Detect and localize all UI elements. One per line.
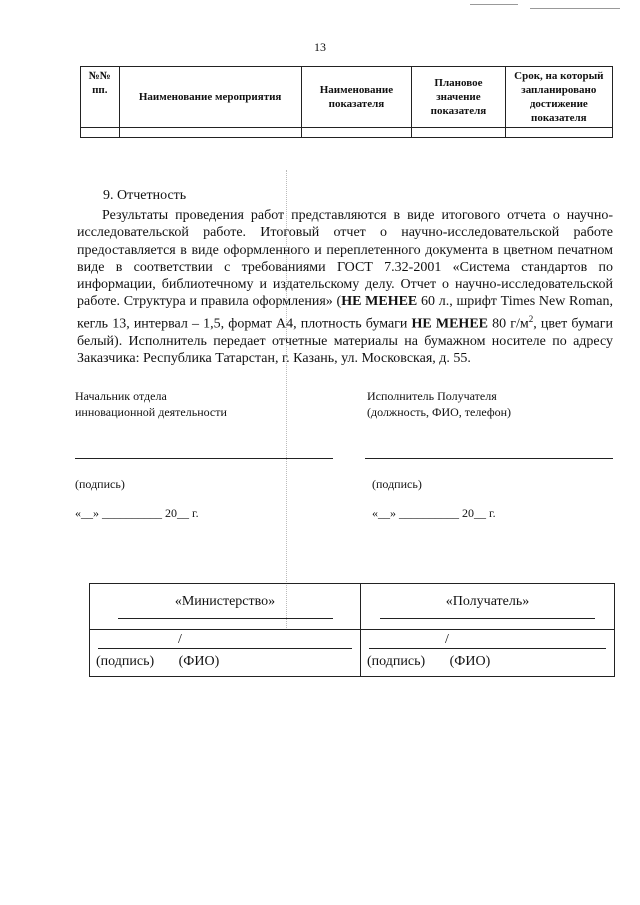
right-title-line: (должность, ФИО, телефон) — [367, 405, 512, 419]
recipient-sign-cell — [361, 630, 615, 677]
right-signatory-title — [367, 388, 511, 420]
ministry-sign-caption: (подпись) (ФИО) — [96, 654, 220, 669]
table-cell — [301, 128, 412, 138]
ministry-label: «Министерство» — [174, 594, 276, 609]
column-header-activity: Наименование мероприятия — [119, 67, 301, 128]
table-row — [81, 128, 613, 138]
report-emphasis: НЕ МЕНЕЕ — [411, 316, 488, 332]
column-header-planned-value: Плановое значение показателя — [412, 67, 505, 128]
approval-table — [89, 583, 615, 677]
right-signature-line — [365, 458, 613, 459]
left-title-line: Начальник отдела — [75, 389, 167, 403]
table-cell — [412, 128, 505, 138]
left-title-line: инновационной деятельности — [75, 405, 227, 419]
left-date: «__» __________ 20__ г. — [75, 506, 199, 520]
recipient-label: «Получатель» — [445, 594, 530, 609]
table-row — [90, 630, 615, 677]
recipient-sign-caption: (подпись) (ФИО) — [367, 654, 491, 669]
indicators-table — [80, 66, 613, 138]
column-header-indicator: Наименование показателя — [301, 67, 412, 128]
report-paragraph — [77, 207, 613, 367]
left-signatory-title — [75, 388, 227, 420]
scan-edge-mark — [470, 4, 518, 5]
report-emphasis: НЕ МЕНЕЕ — [341, 294, 418, 310]
ministry-sign-cell — [90, 630, 361, 677]
right-title-line: Исполнитель Получателя — [367, 389, 497, 403]
report-text: 60 л., шрифт Times New Roman, кегль 13, интервал – 1,5, формат А4, плотность бумаги — [77, 294, 613, 332]
recipient-sign-line — [369, 648, 606, 649]
report-text: 80 г/м — [488, 316, 529, 332]
name-separator: / — [178, 632, 182, 647]
superscript: 2 — [528, 313, 534, 324]
scan-edge-mark — [530, 8, 620, 9]
right-date: «__» __________ 20__ г. — [372, 506, 496, 520]
report-text: , цвет бумаги белый). Исполнитель передает отчетные материалы на бумажном носителе по адресу Заказчика: Республика Татарстан, г. Казань, ул. Московская, д. 55. — [77, 316, 613, 367]
ministry-underline — [118, 618, 333, 619]
recipient-underline — [380, 618, 595, 619]
name-separator: / — [445, 632, 449, 647]
table-cell — [119, 128, 301, 138]
column-header-deadline: Срок, на который запланировано достижение показателя — [505, 67, 612, 128]
right-sign-label: (подпись) — [372, 477, 422, 491]
table-header-row — [81, 67, 613, 128]
ministry-sign-line — [98, 648, 352, 649]
table-cell — [81, 128, 120, 138]
left-sign-label: (подпись) — [75, 477, 125, 491]
recipient-cell — [361, 584, 615, 630]
section-title: 9. Отчетность — [103, 188, 187, 203]
table-row — [90, 584, 615, 630]
left-signature-line — [75, 458, 333, 459]
report-text: Результаты проведения работ представляются в виде итогового отчета о научно-исследовательской работе. Итоговый отчет о научно-исследовательской работе предоставляется в виде оформленного и переплетенного документа в цветном печатном виде в соответствии с требованиями ГОСТ 7.32-2001 «Система стандартов по информации, библиотечному и издательскому делу. Отчет о научно-исследовательской работе. Структура и правила оформления» ( — [77, 208, 613, 310]
ministry-cell — [90, 584, 361, 630]
column-header-number: №№ пп. — [81, 67, 120, 128]
page-number: 13 — [314, 40, 326, 54]
table-cell — [505, 128, 612, 138]
